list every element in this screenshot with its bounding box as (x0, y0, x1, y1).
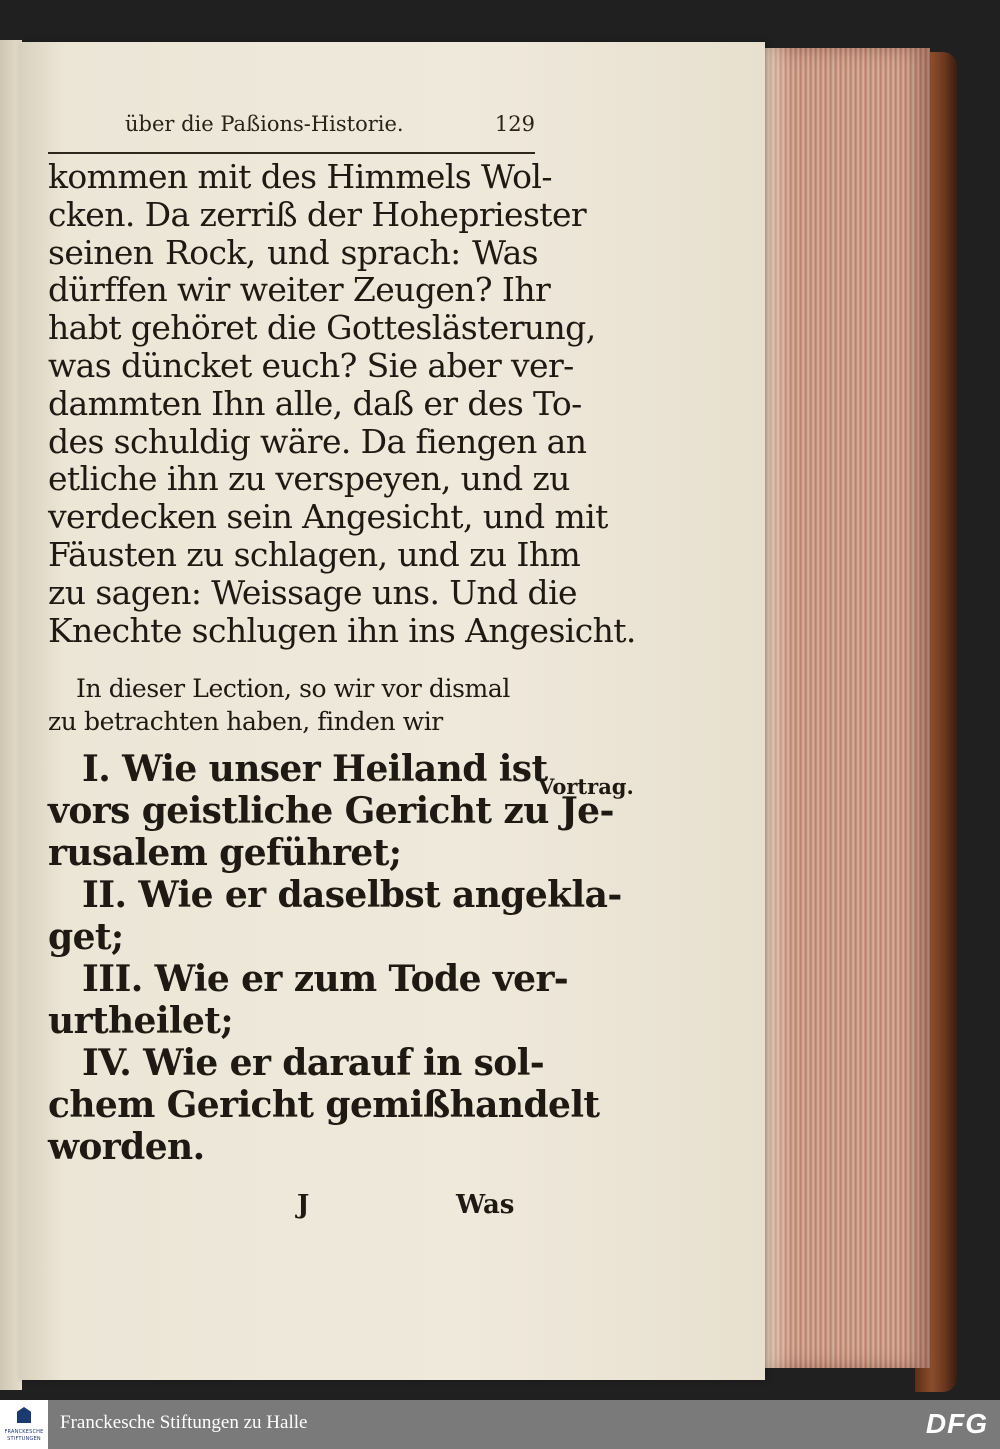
text-line: cken. Da zerriß der Hohepriester (48, 194, 587, 234)
intro-line: zu betrachten haben, finden wir (48, 707, 443, 736)
outline-item-line: rusalem geführet; (48, 832, 402, 874)
text-line: etliche ihn zu verspeyen, und zu (48, 459, 570, 499)
text-line: dürffen wir weiter Zeugen? Ihr (48, 270, 551, 310)
intro-paragraph (48, 672, 538, 738)
institution-name: Franckesche Stiftungen zu Halle (60, 1412, 308, 1433)
outline-item-line: III. Wie er zum Tode ver- (82, 958, 569, 1000)
text-line: verdecken sein Angesicht, und mit (48, 497, 608, 537)
running-head: über die Paßions-Historie. (125, 112, 404, 136)
text-line: des schuldig wäre. Da fiengen an (48, 421, 587, 461)
intro-line: In dieser Lection, so wir vor dismal (76, 674, 510, 703)
text-line: kommen mit des Himmels Wol- (48, 157, 552, 196)
page-number: 129 (494, 112, 535, 136)
body-text (48, 157, 636, 650)
outline-item-line: worden. (48, 1126, 205, 1168)
outline-item-line: IV. Wie er darauf in sol- (82, 1042, 545, 1084)
text-line: dammten Ihn alle, daß er des To- (48, 383, 582, 423)
margin-note: Vortrag. (538, 774, 634, 799)
text-line: habt gehöret die Gotteslästerung, (48, 308, 596, 348)
text-line: Fäusten zu schlagen, und zu Ihm (48, 534, 581, 574)
dfg-logo[interactable]: DFG (925, 1408, 988, 1439)
outline-item-line: chem Gericht gemißhandelt (48, 1084, 600, 1126)
header-rule (48, 152, 535, 154)
logo-text: FRANCKESCHE (4, 1429, 44, 1435)
text-line: Knechte schlugen ihn ins Angesicht. (48, 610, 636, 650)
outline-item-line: urtheilet; (48, 1000, 234, 1042)
text-line: was düncket euch? Sie aber ver- (48, 345, 574, 385)
page-block-edges (752, 48, 930, 1368)
outline-item-line: get; (48, 916, 124, 958)
outline-item-line: II. Wie er daselbst angekla- (82, 874, 622, 916)
logo-text: STIFTUNGEN (7, 1436, 41, 1442)
outline-item-line: vors geistliche Gericht zu Je- (48, 790, 614, 832)
house-icon (17, 1407, 31, 1423)
viewer-footer (0, 1400, 1000, 1449)
text-line: seinen Rock, und sprach: Was (48, 232, 538, 272)
text-line: zu sagen: Weissage uns. Und die (48, 572, 577, 612)
catchword: Was (456, 1190, 515, 1220)
left-page-sliver (0, 40, 22, 1390)
franckesche-logo[interactable] (0, 1400, 48, 1449)
outline-item-line: I. Wie unser Heiland ist (82, 748, 548, 790)
signature-mark: J (297, 1190, 310, 1220)
